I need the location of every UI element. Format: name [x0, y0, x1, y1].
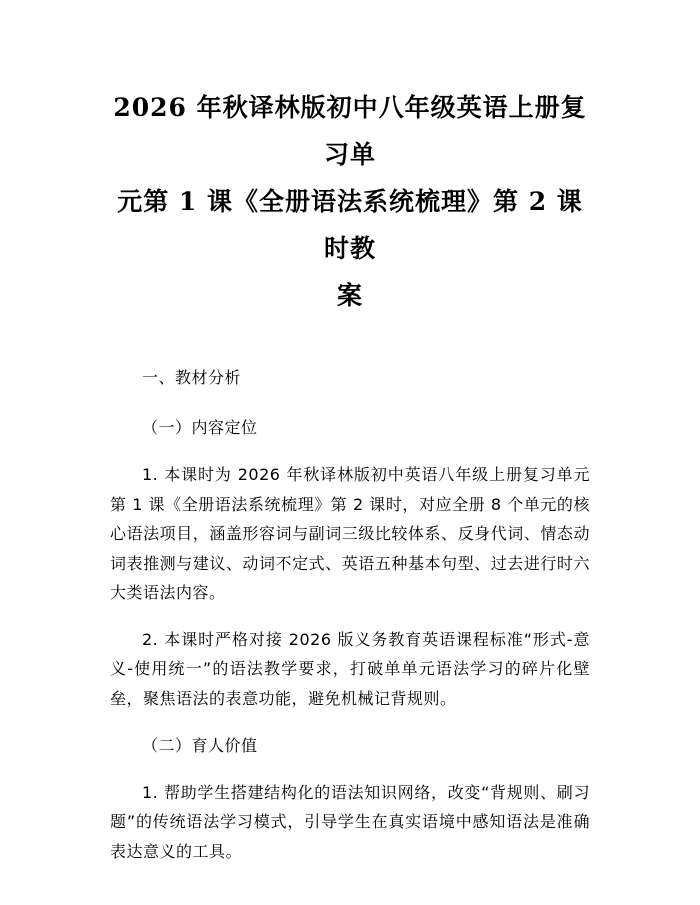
paragraph-curriculum-standard: 2. 本课时严格对接 2026 版义务教育英语课程标准“形式-意义-使用统一”的语法教学要求，打破单单元语法学习的碎片化壁垒，聚焦语法的表意功能，避免机械记背规则。: [110, 629, 590, 708]
document-body: [110, 363, 590, 866]
title-line-3: 案: [336, 281, 363, 310]
section-heading-teaching-material-analysis: 一、教材分析: [142, 368, 242, 387]
document-title: [110, 84, 590, 319]
paragraph-lesson-overview: 1. 本课时为 2026 年秋译林版初中英语八年级上册复习单元第 1 课《全册语法系统梳理》第 2 课时，对应全册 8 个单元的核心语法项目，涵盖形容词与副词三级比较体系、反身代词、情态动词表推测与建议、动词不定式、英语五种基本句型、过去进行时六大类语法内容。: [110, 465, 590, 602]
subsection-heading-educational-value: （二）育人价值: [142, 736, 258, 755]
paragraph-knowledge-network: 1. 帮助学生搭建结构化的语法知识网络，改变“背规则、刷习题”的传统语法学习模式，引导学生在真实语境中感知语法是准确表达意义的工具。: [110, 782, 590, 861]
subsection-heading-content-positioning: （一）内容定位: [142, 417, 258, 437]
title-line-2: 元第 1 课《全册语法系统梳理》第 2 课时教: [117, 187, 583, 263]
title-line-1: 2026 年秋译林版初中八年级英语上册复习单: [113, 93, 587, 169]
